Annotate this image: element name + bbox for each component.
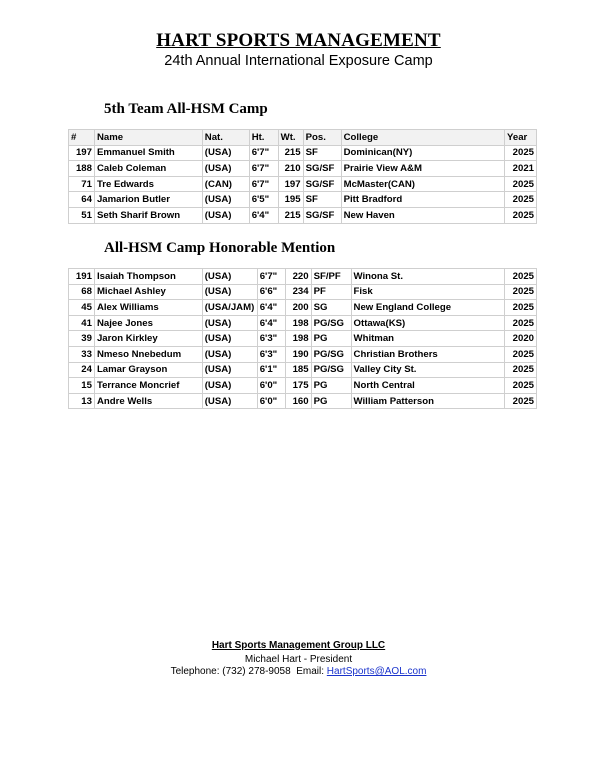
table-cell: (USA)	[202, 331, 257, 347]
table-cell: New Haven	[341, 207, 504, 223]
table-cell: SG/SF	[303, 176, 341, 192]
page-title: HART SPORTS MANAGEMENT	[156, 30, 441, 51]
column-header: Year	[505, 130, 537, 146]
column-header: Ht.	[249, 130, 278, 146]
page-subtitle: 24th Annual International Exposure Camp	[164, 53, 433, 69]
table-cell: 2025	[504, 346, 536, 362]
table-cell: William Patterson	[351, 393, 504, 409]
table-cell: Isaiah Thompson	[94, 269, 202, 285]
table-cell: PG	[311, 378, 351, 394]
column-header: #	[69, 130, 95, 146]
table-cell: 2025	[505, 176, 537, 192]
table-cell: 41	[69, 315, 95, 331]
table-cell: (USA)	[202, 161, 249, 177]
section-heading-honorable-mention: All-HSM Camp Honorable Mention	[104, 240, 336, 256]
table-row	[69, 176, 537, 192]
table-cell: 2025	[504, 284, 536, 300]
table-cell: 6'0"	[257, 393, 285, 409]
table-cell: (USA)	[202, 269, 257, 285]
table-cell: SF	[303, 192, 341, 208]
table-cell: 2025	[505, 145, 537, 161]
table-cell: PG	[311, 393, 351, 409]
table-cell: Andre Wells	[94, 393, 202, 409]
email-link[interactable]: HartSports@AOL.com	[326, 666, 427, 677]
footer-telephone: Telephone: (732) 278-9058 Email:	[170, 666, 327, 677]
table-cell: 2025	[504, 378, 536, 394]
table-cell: PG/SG	[311, 315, 351, 331]
footer-president: Michael Hart - President	[244, 654, 353, 665]
table-row	[69, 269, 537, 285]
table-cell: (USA)	[202, 207, 249, 223]
table-cell: New England College	[351, 300, 504, 316]
table-cell: 197	[278, 176, 303, 192]
table-cell: 6'4"	[257, 300, 285, 316]
table-cell: (USA)	[202, 192, 249, 208]
table-row	[69, 315, 537, 331]
table-row	[69, 161, 537, 177]
table-cell: 210	[278, 161, 303, 177]
table-cell: 198	[285, 315, 311, 331]
table-cell: 185	[285, 362, 311, 378]
table-cell: North Central	[351, 378, 504, 394]
table-row	[69, 393, 537, 409]
table-cell: McMaster(CAN)	[341, 176, 504, 192]
table-cell: Najee Jones	[94, 315, 202, 331]
table-cell: (USA)	[202, 393, 257, 409]
table-cell: Fisk	[351, 284, 504, 300]
table-row	[69, 362, 537, 378]
table-cell: Winona St.	[351, 269, 504, 285]
table-cell: 6'7"	[257, 269, 285, 285]
table-cell: 64	[69, 192, 95, 208]
table-cell: 175	[285, 378, 311, 394]
table-cell: 6'7"	[249, 145, 278, 161]
table-row	[69, 300, 537, 316]
section-heading-5th-team: 5th Team All-HSM Camp	[104, 101, 268, 117]
table-cell: SG/SF	[303, 207, 341, 223]
table-cell: 2025	[504, 269, 536, 285]
table-cell: 6'7"	[249, 161, 278, 177]
table-cell: 215	[278, 207, 303, 223]
table-cell: (USA)	[202, 378, 257, 394]
column-header: Name	[94, 130, 202, 146]
table-cell: (USA)	[202, 315, 257, 331]
table-row	[69, 378, 537, 394]
table-cell: 15	[69, 378, 95, 394]
table-cell: Lamar Grayson	[94, 362, 202, 378]
table-cell: Emmanuel Smith	[94, 145, 202, 161]
table-cell: 191	[69, 269, 95, 285]
table-cell: 2025	[505, 207, 537, 223]
table-cell: 6'6"	[257, 284, 285, 300]
table-row	[69, 207, 537, 223]
column-header: Pos.	[303, 130, 341, 146]
table-cell: 2025	[504, 393, 536, 409]
table-cell: Tre Edwards	[94, 176, 202, 192]
table-cell: PG	[311, 331, 351, 347]
table-cell: PG/SG	[311, 362, 351, 378]
table-cell: 71	[69, 176, 95, 192]
table-cell: 51	[69, 207, 95, 223]
column-header: Nat.	[202, 130, 249, 146]
table-cell: SG	[311, 300, 351, 316]
table-header-row	[69, 130, 537, 146]
table-row	[69, 284, 537, 300]
table-cell: 6'3"	[257, 346, 285, 362]
table-cell: 6'3"	[257, 331, 285, 347]
table-cell: 188	[69, 161, 95, 177]
table-cell: 6'5"	[249, 192, 278, 208]
table-cell: 6'4"	[257, 315, 285, 331]
table-cell: PF	[311, 284, 351, 300]
table-cell: 190	[285, 346, 311, 362]
table-row	[69, 145, 537, 161]
table-5th-team	[68, 129, 537, 224]
table-cell: 215	[278, 145, 303, 161]
table-cell: Terrance Moncrief	[94, 378, 202, 394]
table-cell: Jamarion Butler	[94, 192, 202, 208]
table-cell: 2021	[505, 161, 537, 177]
table-cell: (USA)	[202, 362, 257, 378]
table-cell: 45	[69, 300, 95, 316]
table-cell: Michael Ashley	[94, 284, 202, 300]
table-cell: 2020	[504, 331, 536, 347]
table-row	[69, 346, 537, 362]
table-cell: Caleb Coleman	[94, 161, 202, 177]
table-cell: (CAN)	[202, 176, 249, 192]
table-cell: (USA)	[202, 346, 257, 362]
table-cell: Seth Sharif Brown	[94, 207, 202, 223]
footer-company: Hart Sports Management Group LLC	[211, 640, 386, 651]
table-cell: 6'0"	[257, 378, 285, 394]
table-cell: 2025	[504, 300, 536, 316]
table-cell: 234	[285, 284, 311, 300]
table-cell: Alex Williams	[94, 300, 202, 316]
table-cell: 39	[69, 331, 95, 347]
table-row	[69, 331, 537, 347]
table-cell: Prairie View A&M	[341, 161, 504, 177]
column-header: College	[341, 130, 504, 146]
table-cell: Dominican(NY)	[341, 145, 504, 161]
table-cell: 160	[285, 393, 311, 409]
table-cell: 6'7"	[249, 176, 278, 192]
table-cell: PG/SG	[311, 346, 351, 362]
table-cell: SG/SF	[303, 161, 341, 177]
table-honorable-mention	[68, 268, 537, 409]
table-cell: 2025	[504, 362, 536, 378]
table-cell: Pitt Bradford	[341, 192, 504, 208]
table-cell: Whitman	[351, 331, 504, 347]
column-header: Wt.	[278, 130, 303, 146]
table-cell: 220	[285, 269, 311, 285]
table-cell: 68	[69, 284, 95, 300]
table-cell: (USA)	[202, 284, 257, 300]
table-cell: 2025	[504, 315, 536, 331]
table-cell: 195	[278, 192, 303, 208]
table-cell: (USA)	[202, 145, 249, 161]
footer-contact	[0, 666, 597, 677]
table-cell: 198	[285, 331, 311, 347]
table-cell: Christian Brothers	[351, 346, 504, 362]
table-cell: SF	[303, 145, 341, 161]
table-cell: Ottawa(KS)	[351, 315, 504, 331]
table-cell: 6'1"	[257, 362, 285, 378]
table-row	[69, 192, 537, 208]
table-cell: (USA/JAM)	[202, 300, 257, 316]
table-cell: 200	[285, 300, 311, 316]
table-cell: 13	[69, 393, 95, 409]
table-cell: 2025	[505, 192, 537, 208]
table-cell: 33	[69, 346, 95, 362]
table-cell: 24	[69, 362, 95, 378]
table-cell: Jaron Kirkley	[94, 331, 202, 347]
table-cell: Valley City St.	[351, 362, 504, 378]
table-cell: SF/PF	[311, 269, 351, 285]
table-cell: 6'4"	[249, 207, 278, 223]
table-cell: 197	[69, 145, 95, 161]
table-cell: Nmeso Nnebedum	[94, 346, 202, 362]
